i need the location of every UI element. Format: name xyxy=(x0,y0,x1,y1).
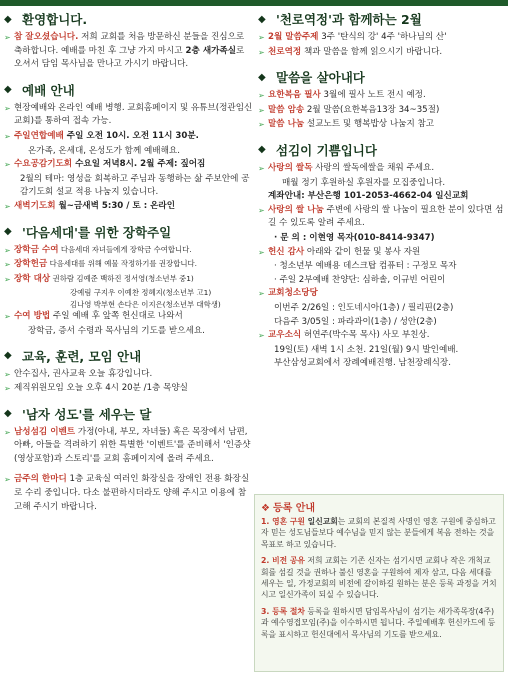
list-item xyxy=(258,329,504,343)
item-detail: 부산삼성교회에서 장례예배진행. 남천장례식장. xyxy=(274,358,451,369)
arrow-right-icon: ➢ xyxy=(4,312,11,322)
item-detail: 이번주 2/26일 : 인도네시아(1층) / 필리핀(2층) xyxy=(274,302,454,313)
keyword: 수요공감기도회 xyxy=(14,159,73,170)
section-serve xyxy=(258,141,504,159)
section-title: 교육, 훈련, 모임 안내 xyxy=(22,348,142,364)
section-scholarship xyxy=(4,223,254,241)
keyword: 요한복음 필사 xyxy=(268,90,321,101)
keyword: 장학 대상 xyxy=(14,273,51,284)
item-text: 수요일 저녁8시. 2월 주제: 짚어짐 xyxy=(72,159,206,170)
item-text: 2월 말씀(요한복음13장 34~35절) xyxy=(304,104,440,115)
list-item xyxy=(258,46,504,60)
item-text: 제직위원모임 오늘 오후 4시 20분 /1층 목양실 xyxy=(14,383,188,394)
diamond-icon: ◆ xyxy=(258,13,266,25)
section-worship xyxy=(4,81,254,99)
item-detail: 매월 정기 후원하실 후원자를 모집중입니다. xyxy=(282,177,446,188)
arrow-right-icon: ➢ xyxy=(4,369,11,379)
keyword: 주일연합예배 xyxy=(14,130,64,141)
item-text: 1층 교육실 여러인 화장실을 장애인 전용 화장실로 수리 중입니다. 다소 불편하시더라도 양해 주시고 이용에 참고해 주시기 바랍니다. xyxy=(14,474,250,512)
item-text: 저희 교회를 처음 방문하신 분들을 진심으로 축하합니다. 예배를 마친 후 그냥 가지 마시고 xyxy=(14,32,245,56)
list-item xyxy=(4,473,254,514)
item-text: 주변에 사랑의 쌀 나눔이 필요한 분이 있다면 섬길 수 있도록 알려 주세요. xyxy=(268,204,504,229)
section-title: '다음세대'를 위한 장학주일 xyxy=(22,224,172,240)
arrow-right-icon: ➢ xyxy=(4,33,11,42)
list-item xyxy=(258,118,504,132)
keyword: 교우소식 xyxy=(268,330,302,341)
diamond-icon: ◆ xyxy=(4,350,12,361)
item-detail: · 문 의 : 이현영 목자(010-8414-9347) xyxy=(274,232,435,243)
item-detail: · 청소년부 예배용 데스크탑 컴퓨터 : 구정모 목자 xyxy=(274,261,457,272)
item-text: 는 교회의 본질적 사명인 영혼 구원에 중심하고자 믿는 성도님들보다 예수님을 믿지 않는 분들에게 복음 전하는 것을 목표로 하고 있습니다. xyxy=(261,517,496,549)
item-text: 3주 '탄식의 강' 4주 '하나님의 산' xyxy=(318,32,447,42)
item-text: 사랑의 쌀독에쌀을 채워 주세요. xyxy=(312,162,435,173)
section-title: 말씀을 살아내다 xyxy=(276,70,365,86)
arrow-right-icon: ➢ xyxy=(258,205,265,215)
section-title: 섬김이 기쁨입니다 xyxy=(276,142,377,158)
keyword: 장학헌금 xyxy=(14,259,48,270)
arrow-right-icon: ➢ xyxy=(4,384,11,394)
diamond-icon: ◆ xyxy=(4,408,12,420)
item-text: 허연주(박수목 목사) 사모 부친상. xyxy=(301,330,430,341)
item-text: 안수집사, 권사교육 오늘 휴강입니다. xyxy=(14,368,153,379)
arrow-right-icon: ➢ xyxy=(258,331,265,341)
item-bold: 2층 새가족실 xyxy=(182,45,237,56)
list-item xyxy=(4,31,254,72)
item-detail: 강예림 구지우 이예찬 정혜지(청소년부 고1) xyxy=(70,288,212,298)
list-item xyxy=(4,258,254,272)
keyword: 사랑의 쌀독 xyxy=(268,162,313,173)
arrow-right-icon: ➢ xyxy=(4,131,11,141)
item-detail: 온가족, 온세대, 온성도가 함께 예배해요. xyxy=(28,145,180,156)
list-item xyxy=(4,382,254,396)
list-item xyxy=(258,204,504,231)
diamond-icon: ◆ xyxy=(258,71,266,83)
arrow-right-icon: ➢ xyxy=(258,105,265,115)
keyword: 남성섬김 이벤트 xyxy=(14,426,76,437)
item-text: 책과 말씀을 함께 읽으시기 바랍니다. xyxy=(301,46,443,57)
section-title: 환영합니다. xyxy=(22,12,88,27)
keyword: 새벽기도회 xyxy=(14,200,56,211)
section-title: '남자 성도'를 세우는 달 xyxy=(22,406,152,422)
account-info: 계좌안내: 부산은행 101-2053-4662-04 일신교회 xyxy=(268,191,469,202)
item-bold: 일신교회 xyxy=(304,517,338,526)
keyword: 사랑의 쌀 나눔 xyxy=(268,204,324,215)
list-item xyxy=(4,200,254,214)
registration-paragraph xyxy=(261,516,497,550)
diamond-icon: ◆ xyxy=(4,13,12,25)
arrow-right-icon: ➢ xyxy=(258,120,265,130)
box-title: 등록 안내 xyxy=(272,503,316,514)
list-item xyxy=(4,244,254,258)
arrow-right-icon: ➢ xyxy=(4,201,11,211)
arrow-right-icon: ➢ xyxy=(4,475,11,485)
item-text: 아래와 같이 헌물 및 봉사 자원 xyxy=(304,246,421,257)
registration-title xyxy=(261,499,497,514)
keyword: 교회청소당당 xyxy=(268,288,318,299)
arrow-right-icon: ➢ xyxy=(258,163,265,173)
section-march xyxy=(258,10,504,28)
item-detail: 2월의 테마: 영성을 회복하고 주님과 동행하는 삶 주보안에 공감기도회 설교 적용 나눔지 있습니다. xyxy=(20,173,250,198)
keyword: 2월 말씀주제 xyxy=(268,32,319,42)
keyword: 장학금 수여 xyxy=(14,244,59,255)
list-item xyxy=(258,246,504,260)
list-item xyxy=(4,426,254,467)
item-text: 다음세대 자녀들에게 장학금 수여합니다. xyxy=(58,244,192,254)
item-text: 주일 예배 후 앞쪽 헌신대로 나와서 xyxy=(50,311,183,322)
registration-paragraph xyxy=(261,606,497,640)
diamond-icon: ◆ xyxy=(258,144,266,156)
list-item xyxy=(258,287,504,301)
item-text: 설교노트 및 행복밥상 나눔지 참고 xyxy=(304,119,435,130)
section-men xyxy=(4,405,254,423)
item-detail: 김나영 박부현 손다은 이지은(청소년부 대학생) xyxy=(70,299,221,309)
list-item xyxy=(4,310,254,324)
registration-box xyxy=(254,494,504,672)
keyword: 2. 비전 공유 xyxy=(261,556,305,566)
keyword: 말씀 나눔 xyxy=(268,119,305,130)
list-item xyxy=(4,273,254,287)
keyword: 3. 등록 절차 xyxy=(261,606,305,616)
item-text: 현장예배와 온라인 예배 병행. 교회홈페이지 및 유튜브(정관임신교회)를 통하여 접속 가능. xyxy=(14,102,253,127)
item-text: 월~금새벽 5:30 / 토 : 온라인 xyxy=(55,200,176,211)
arrow-right-icon: ➢ xyxy=(4,160,11,170)
list-item xyxy=(258,104,504,118)
item-text: 주일 오전 10시. 오전 11시 30분. xyxy=(63,130,199,141)
list-item xyxy=(4,368,254,382)
right-column xyxy=(258,8,504,371)
keyword: 1. 영혼 구원 xyxy=(261,517,305,526)
keyword: 천로역정 xyxy=(268,46,302,57)
list-item xyxy=(258,89,504,103)
keyword: 금주의 한마디 xyxy=(14,474,67,485)
star-icon: ❖ xyxy=(261,503,270,514)
item-text: 저희 교회는 기존 신자는 섬기시면 교회나 작은 개척교회를 섬길 것을 권하나 불신 영혼을 구원하여 제자 삼고, 다음 세대를 세우는 일, 가정교회의 비전에 갈이하길 원하는 분은 등록 과정을 거치시고 일신가족이 되실 수 있습니다. xyxy=(261,556,497,600)
item-text: 다음세대를 위해 예물 작정하기를 권장합니다. xyxy=(47,259,197,269)
section-title: 예배 안내 xyxy=(22,82,75,98)
diamond-icon: ◆ xyxy=(4,84,12,96)
list-item xyxy=(258,162,504,176)
item-detail: · 주일 2부예배 찬양단: 심하솔, 이규빈 어린이 xyxy=(274,274,446,285)
list-item xyxy=(4,158,254,172)
item-text: 권하람 김예준 백하진 정서영(청소년부 중1) xyxy=(50,273,194,283)
diamond-icon: ◆ xyxy=(4,226,12,238)
item-detail: 19일(토) 새벽 1시 소천. 21일(월) 9시 발인예배. xyxy=(274,344,459,355)
left-column xyxy=(4,8,254,515)
list-item xyxy=(4,130,254,144)
keyword: 헌신 감사 xyxy=(268,246,305,257)
keyword: 수여 방법 xyxy=(14,311,51,322)
section-word xyxy=(258,68,504,86)
item-text: 등록을 원하시면 담임목사님이 섬기는 새가족목장(4주)과 예수영접모임(주)을 이수하시면 됩니다. 주일예배후 헌신카드에 등록을 표시하고 헌신대에서 목사님의 기도를 받으세요. xyxy=(261,606,496,639)
arrow-right-icon: ➢ xyxy=(4,103,11,113)
arrow-right-icon: ➢ xyxy=(4,274,11,284)
item-detail: 장학금, 증서 수령과 목사님의 기도를 받으세요. xyxy=(28,325,205,336)
arrow-right-icon: ➢ xyxy=(258,91,265,101)
item-text: 로 오셔서 담임 목사님을 만나고 가시기 바랍니다. xyxy=(14,45,245,70)
section-education xyxy=(4,347,254,365)
list-item xyxy=(258,31,504,45)
list-item xyxy=(4,102,254,129)
arrow-right-icon: ➢ xyxy=(258,33,265,42)
arrow-right-icon: ➢ xyxy=(4,245,11,255)
keyword: 참 잘오셨습니다. xyxy=(14,32,79,42)
arrow-right-icon: ➢ xyxy=(258,47,265,57)
arrow-right-icon: ➢ xyxy=(4,260,11,270)
arrow-right-icon: ➢ xyxy=(258,289,265,299)
arrow-right-icon: ➢ xyxy=(4,427,11,437)
section-title: '천로역정'과 함께하는 2월 xyxy=(276,12,422,27)
item-text: 3월에 필사 노트 전시 예정. xyxy=(320,90,426,101)
item-detail: 다음주 3/05일 : 파라과이(1층) / 성안(2층) xyxy=(274,316,437,327)
arrow-right-icon: ➢ xyxy=(258,247,265,257)
item-text: 가정(아내, 부모, 자녀들) 혹은 목장에서 남편, 아빠, 아들을 격려하기 위한 특별한 '이벤트'를 준비해서 '인증샷(영상포함)과 스토리'를 교회 홈페이지에 올려 주세요. xyxy=(14,426,251,464)
top-bar xyxy=(0,0,508,6)
keyword: 말씀 암송 xyxy=(268,104,305,115)
registration-paragraph xyxy=(261,555,497,601)
section-welcome xyxy=(4,10,254,28)
